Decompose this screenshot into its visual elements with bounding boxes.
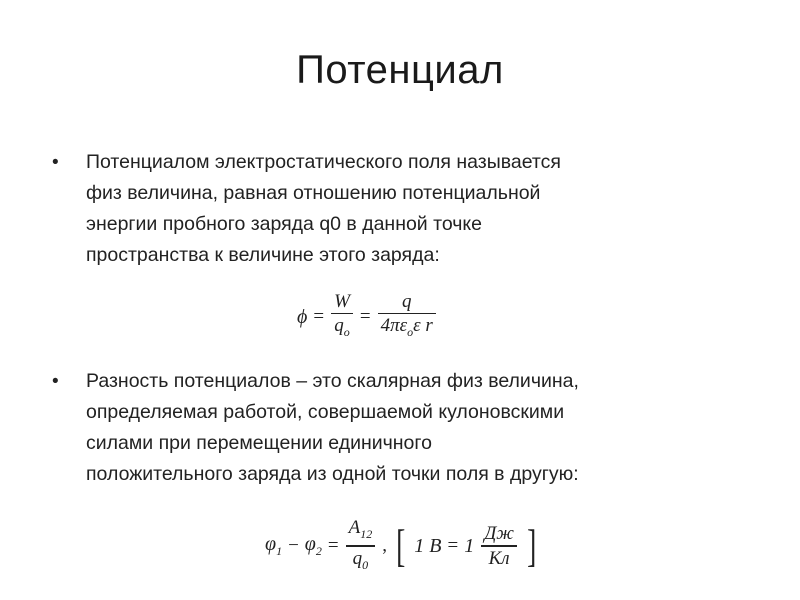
equals-sign: = xyxy=(313,306,325,327)
numerator: Дж xyxy=(484,523,514,545)
phi1-symbol: $\varphi_1$ xyxy=(265,533,283,558)
bullet-line: Разность потенциалов – это скалярная физ величина, xyxy=(86,370,579,392)
bullet-text xyxy=(86,366,752,490)
phi-symbol: ϕ xyxy=(297,305,308,328)
fraction-w-over-q xyxy=(331,290,353,344)
denominator: $q_0$ xyxy=(352,547,369,572)
slide-title: Потенциал xyxy=(296,48,504,92)
fraction-a12-over-q0 xyxy=(346,516,376,577)
bullet-line: силами при перемещении единичного xyxy=(86,432,432,454)
minus-sign: − xyxy=(288,535,299,556)
numerator: $A_{12}$ xyxy=(348,516,373,541)
denominator: $q_o$ xyxy=(334,315,350,340)
bullet-line: положительного заряда из одной точки поля в другую: xyxy=(86,463,579,485)
unit-one: 1 xyxy=(464,534,475,557)
equals-sign: = xyxy=(359,306,371,327)
bullet-text xyxy=(86,147,752,271)
denominator: $4\pi\varepsilon_o\varepsilon$ r xyxy=(380,315,433,340)
bullet-line: определяемая работой, совершаемой кулоновскими xyxy=(86,401,565,423)
phi2-symbol: $\varphi_2$ xyxy=(304,533,322,558)
bullet-marker: • xyxy=(52,371,59,392)
equals-sign: = xyxy=(447,535,459,556)
bullet-line: пространства к величине этого заряда: xyxy=(86,244,440,266)
bracket-open: [ xyxy=(396,520,406,571)
fraction-joule-over-coulomb xyxy=(481,522,517,569)
potential-difference-formula xyxy=(262,510,562,582)
bracket-close: ] xyxy=(527,520,537,571)
fraction-q-over-4pi xyxy=(378,290,436,344)
bullet-line: энергии пробного заряда q0 в данной точке xyxy=(86,213,482,235)
bullet-line: Потенциалом электростатического поля называется xyxy=(86,151,561,173)
bullet-potential-definition xyxy=(52,147,752,271)
bullet-line: физ величина, равная отношению потенциальной xyxy=(86,182,541,204)
bullet-potential-difference xyxy=(52,366,752,490)
unit-volt: 1 B xyxy=(414,534,442,557)
denominator: Кл xyxy=(488,547,510,569)
bullet-marker: • xyxy=(52,152,59,173)
potential-formula xyxy=(294,284,494,350)
numerator: W xyxy=(334,290,350,312)
equals-sign: = xyxy=(327,535,339,556)
numerator: q xyxy=(401,290,412,312)
comma: , xyxy=(382,535,387,556)
